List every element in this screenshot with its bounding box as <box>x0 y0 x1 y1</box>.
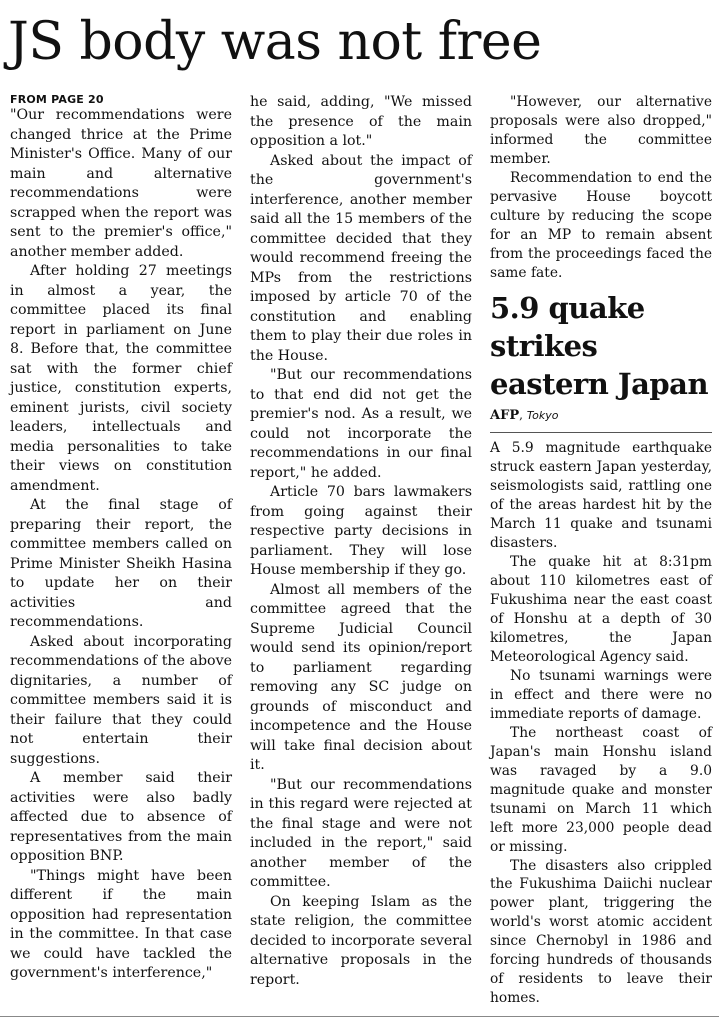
quake-headline: 5.9 quake strikes eastern Japan <box>490 290 709 401</box>
article-paragraph: "Things might have been different if the main opposition had representation in the committee. In that case we could have tackled the government's interference," <box>10 867 232 981</box>
column-1 <box>10 93 232 984</box>
byline: AFP, Tokyo <box>490 407 559 423</box>
article-paragraph: On keeping Islam as the state religion, the committee decided to incorporate several alternative proposals in the report. <box>250 893 472 988</box>
article-paragraph: "But our recommendations in this regard were rejected at the final stage and were not included in the report," said another member of the committee. <box>250 776 472 890</box>
article-paragraph: "But our recommendations to that end did not get the premier's nod. As a result, we could not incorporate the recommendations in our final report," he added. <box>250 367 472 481</box>
article-paragraph: A member said their activities were also badly affected due to absence of representatives from the main opposition BNP. <box>10 770 232 864</box>
bottom-rule <box>0 1016 719 1017</box>
article-paragraph: After holding 27 meetings in almost a year, the committee placed its final report in parliament on June 8. Before that, the committee sat with the former chief justice, constitution experts, eminent jurists, civil society leaders, intellectuals and media personalities to take their views on constitution amendment. <box>10 263 232 494</box>
quake-paragraph: A 5.9 magnitude earthquake struck eastern Japan yesterday, seismologists said, rattling one of the areas hardest hit by the March 11 quake and tsunami disasters. <box>490 439 712 551</box>
article-paragraph: Almost all members of the committee agreed that the Supreme Judicial Council would send its opinion/report to parliament regarding removing any SC judge on grounds of misconduct and incompetence and the House will take final decision about it. <box>250 581 472 773</box>
byline-rule <box>490 432 712 433</box>
byline-agency: AFP <box>490 407 520 423</box>
main-headline: JS body was not free <box>8 12 542 72</box>
article-paragraph: Recommendation to end the pervasive House boycott culture by reducing the scope for an MP to remain absent from the proceedings faced the same fate. <box>490 169 712 281</box>
quake-paragraph: The disasters also crippled the Fukushima Daiichi nuclear power plant, triggering the world's worst atomic accident since Chernobyl in 1986 and forcing hundreds of thousands of residents to leave their homes. <box>490 857 712 1007</box>
article-paragraph: "However, our alternative proposals were also dropped," informed the committee member. <box>490 94 712 167</box>
column-2 <box>250 93 472 990</box>
article-paragraph: Asked about the impact of the government's interference, another member said all the 15 members of the committee decided that they would recommend freeing the MPs from the restrictions imposed by article 70 of the constitution and enabling them to play their due roles in the House. <box>250 152 472 364</box>
byline-place: Tokyo <box>526 408 559 422</box>
column-3 <box>490 93 712 1008</box>
quake-paragraph: The northeast coast of Japan's main Honshu island was ravaged by a 9.0 magnitude quake and monster tsunami on March 11 which left more 23,000 people dead or missing. <box>490 724 712 855</box>
article-paragraph: Article 70 bars lawmakers from going against their respective party decisions in parliament. They will lose House membership if they go. <box>250 484 472 578</box>
quake-paragraph: The quake hit at 8:31pm about 110 kilometres east of Fukushima near the east coast of Honshu at a depth of 30 kilometres, the Japan Meteorological Agency said. <box>490 553 712 665</box>
article-paragraph: he said, adding, "We missed the presence of the main opposition a lot." <box>250 94 472 149</box>
article-paragraph: At the final stage of preparing their report, the committee members called on Prime Minister Sheikh Hasina to update her on their activities and recommendations. <box>10 497 232 630</box>
article-paragraph: "Our recommendations were changed thrice at the Prime Minister's Office. Many of our main and alternative recommendations were scrapped when the report was sent to the premier's office," another member added. <box>10 107 232 260</box>
kicker-from-page: FROM PAGE 20 <box>10 93 104 106</box>
article-paragraph: Asked about incorporating recommendations of the above dignitaries, a number of committee members said it is their failure that they could not entertain their suggestions. <box>10 633 232 767</box>
quake-paragraph: No tsunami warnings were in effect and there were no immediate reports of damage. <box>490 667 712 722</box>
